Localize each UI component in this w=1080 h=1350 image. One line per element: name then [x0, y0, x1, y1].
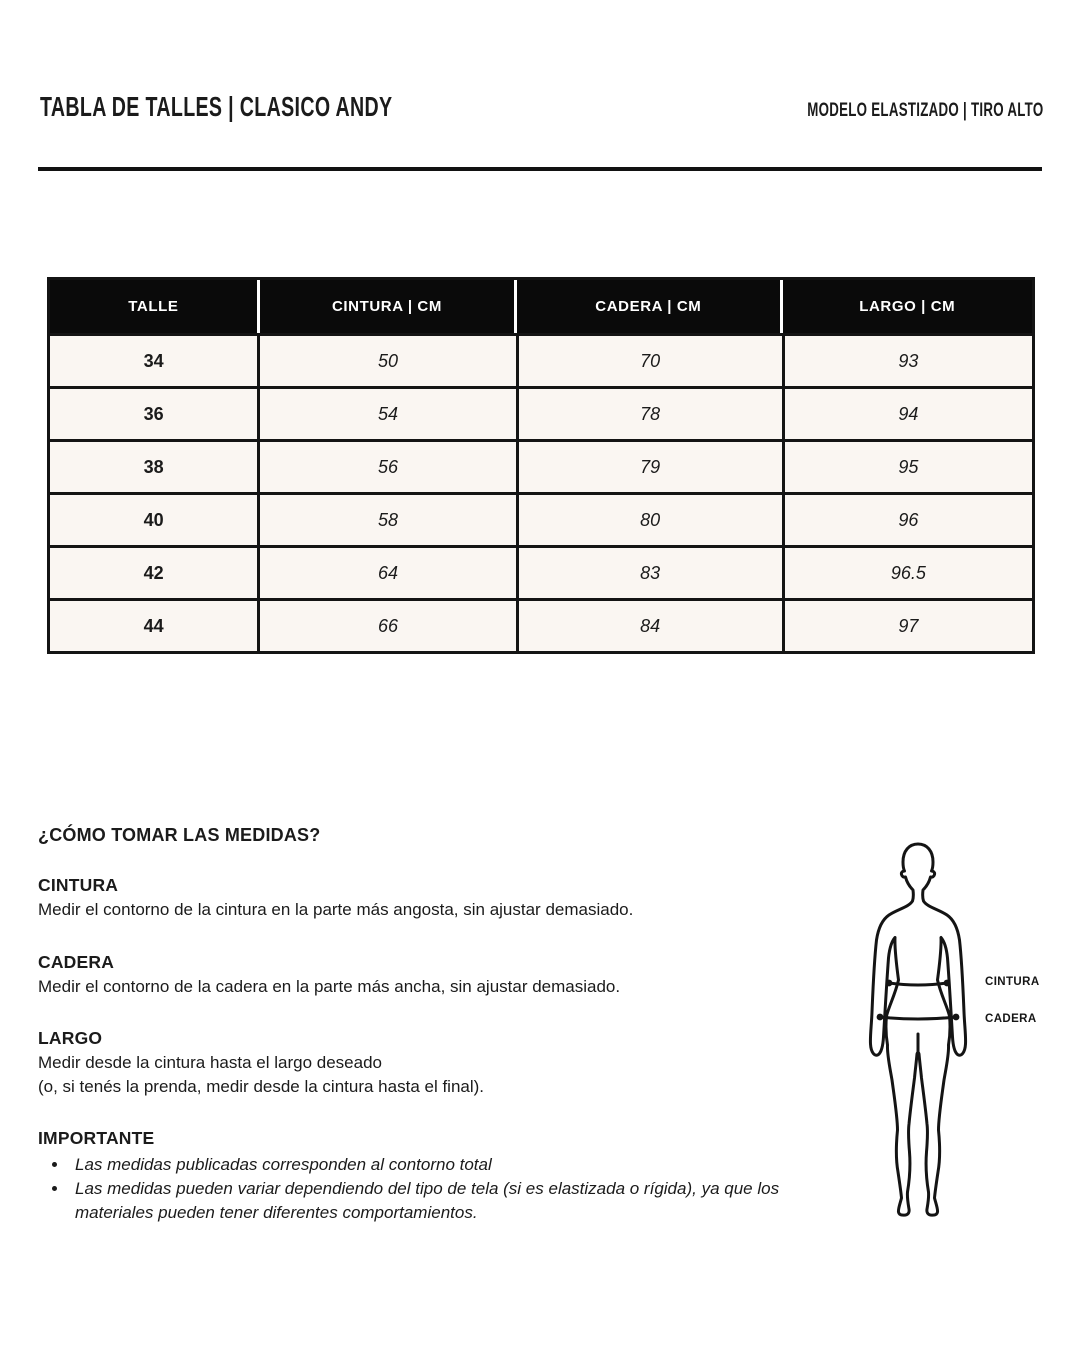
table-row — [49, 441, 1034, 494]
body-silhouette — [870, 844, 965, 1215]
figure-waist-label: CINTURA — [985, 976, 1040, 988]
cintura-instruction: Medir el contorno de la cintura en la parte más angosta, sin ajustar demasiado. — [38, 900, 634, 919]
cintura-block — [38, 875, 813, 922]
cadera-value: 84 — [517, 600, 783, 653]
header-divider — [38, 167, 1042, 171]
size-table-body — [47, 333, 1035, 654]
body-outline-figure — [856, 840, 980, 1220]
cintura-value: 64 — [259, 547, 517, 600]
cadera-value: 70 — [517, 335, 783, 388]
page-title-text: TABLA DE TALLES | CLASICO ANDY — [40, 91, 393, 122]
cadera-value: 78 — [517, 388, 783, 441]
cadera-value: 79 — [517, 441, 783, 494]
table-row — [49, 335, 1034, 388]
cadera-heading: CADERA — [38, 951, 115, 972]
cintura-value: 66 — [259, 600, 517, 653]
importante-item: • Las medidas publicadas corresponden al contorno total — [69, 1153, 813, 1177]
importante-list — [38, 1153, 813, 1225]
table-row — [49, 388, 1034, 441]
how-to-title: ¿CÓMO TOMAR LAS MEDIDAS? — [38, 825, 321, 845]
waist-measure-line — [889, 983, 947, 985]
largo-block — [38, 1028, 813, 1098]
hip-line-right-dot — [953, 1014, 960, 1021]
talle-value: 38 — [49, 441, 259, 494]
cintura-value: 56 — [259, 441, 517, 494]
largo-value: 97 — [783, 600, 1033, 653]
waist-line-left-dot — [886, 980, 893, 987]
table-row — [49, 494, 1034, 547]
cintura-value: 54 — [259, 388, 517, 441]
model-subtitle-text: MODELO ELASTIZADO | TIRO ALTO — [806, 100, 1043, 121]
talle-value: 36 — [49, 388, 259, 441]
size-table-header — [47, 277, 1035, 333]
table-row — [49, 600, 1034, 653]
column-header-cintura: CINTURA | CM — [260, 280, 517, 333]
hip-line-left-dot — [877, 1014, 884, 1021]
talle-value: 34 — [49, 335, 259, 388]
size-table — [47, 277, 1035, 654]
largo-instruction-line2: (o, si tenés la prenda, medir desde la cintura hasta el final). — [38, 1076, 485, 1096]
talle-value: 44 — [49, 600, 259, 653]
model-subtitle — [706, 101, 1043, 121]
cintura-heading: CINTURA — [38, 875, 119, 895]
talle-value: 40 — [49, 494, 259, 547]
waist-line-right-dot — [944, 980, 951, 987]
cintura-value: 50 — [259, 335, 517, 388]
largo-value: 96.5 — [783, 547, 1033, 600]
cadera-instruction: Medir el contorno de la cadera en la parte más ancha, sin ajustar demasiado. — [38, 976, 621, 996]
figure-hip-label: CADERA — [985, 1013, 1037, 1025]
cadera-value: 83 — [517, 547, 783, 600]
importante-block — [38, 1128, 813, 1225]
importante-heading: IMPORTANTE — [38, 1128, 155, 1148]
importante-item: • Las medidas pueden variar dependiendo del tipo de tela (si es elastizada o rígida), ya que los materiales pueden tener diferentes comportamientos. — [69, 1177, 813, 1225]
cintura-value: 58 — [259, 494, 517, 547]
largo-value: 93 — [783, 335, 1033, 388]
column-header-cadera: CADERA | CM — [517, 280, 782, 333]
hip-measure-line — [880, 1017, 956, 1019]
largo-instruction-line1: Medir desde la cintura hasta el largo deseado — [38, 1053, 382, 1072]
cadera-block — [38, 952, 813, 999]
largo-heading: LARGO — [38, 1028, 103, 1048]
column-header-talle: TALLE — [50, 280, 260, 333]
largo-value: 94 — [783, 388, 1033, 441]
page-title — [40, 93, 543, 121]
largo-value: 95 — [783, 441, 1033, 494]
cadera-value: 80 — [517, 494, 783, 547]
how-to-section — [38, 825, 813, 1255]
table-row — [49, 547, 1034, 600]
largo-value: 96 — [783, 494, 1033, 547]
column-header-largo: LARGO | CM — [783, 280, 1032, 333]
talle-value: 42 — [49, 547, 259, 600]
